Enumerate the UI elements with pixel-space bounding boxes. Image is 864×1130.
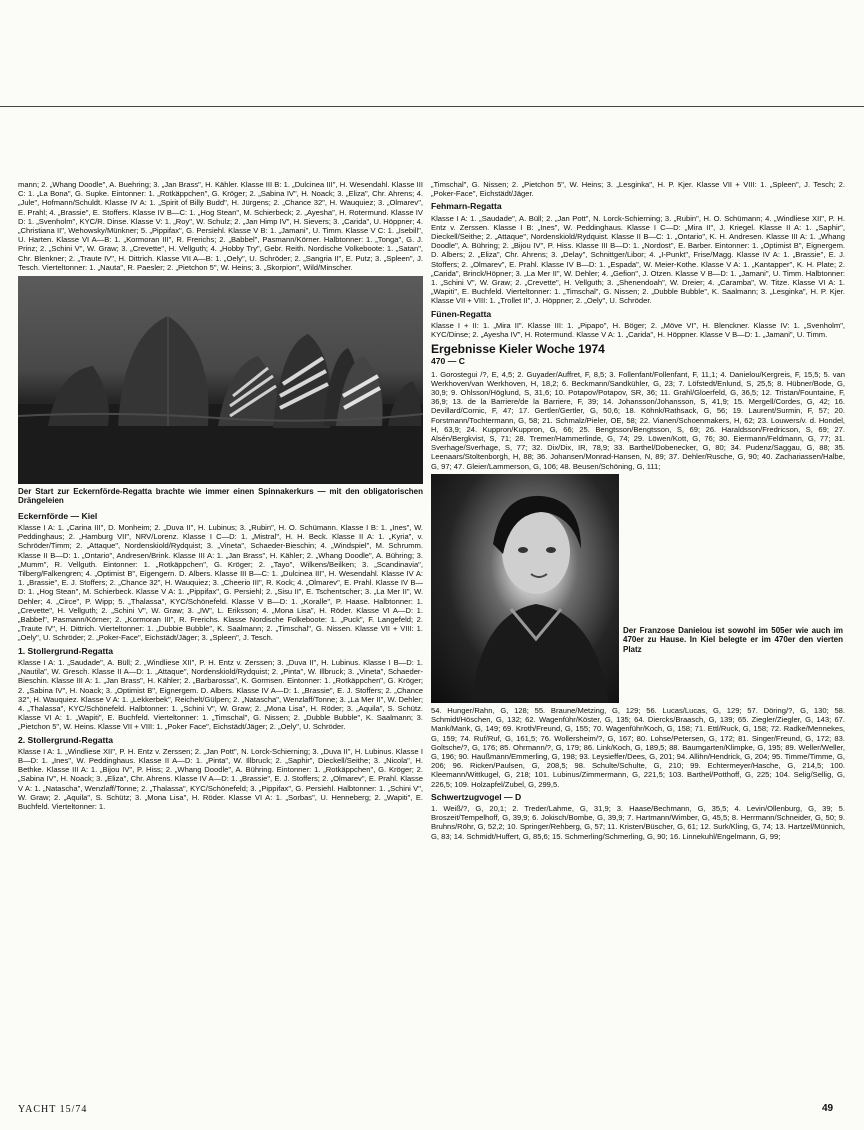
portrait-illustration bbox=[431, 474, 619, 703]
heading-ergebnisse-kieler-woche: Ergebnisse Kieler Woche 1974 bbox=[431, 342, 605, 357]
heading-stollergrund-1: 1. Stollergrund-Regatta bbox=[18, 645, 114, 656]
heading-schwertzugvogel: Schwertzugvogel — D bbox=[431, 791, 522, 802]
right-intro-paragraph: „Timschal", G. Nissen; 2. „Pietchon 5", W. Heins; 3. „Lesginka", H. P. Kjer. Klasse VII + VIII: 1. „Spleen", J. Tesch; 2. „Poker-Face", Eichstädt/Jäger. bbox=[431, 180, 845, 199]
fehmarn-results: Klasse I A: 1. „Saudade", A. Büll; 2. „Jan Pott", N. Lorck-Schierning; 3. „Rubin", H. O. Schümann; 4. „Windliese XII", P. H. Entz v. Zerssen. Klasse I B: „Ines", W. Peddinghaus. Klasse I C—D: „Mira II", J. Kriegel. Klasse II A: 1. „Saphir", Dieckell/Seithe; 2. „Attaque", Nordenskiold/Rydquist. Klasse II B—C: 1. „Ontario", K. H. Andresen. Klasse III A: 1. „Whang Doodle", A. Bühring; 2. „Bijou IV", P. Hiss. Klasse III B—D: 1. „Nordost", E. Barber. Eintonner: 1. „Optimist B", Eignergem. D. Albers; 2. „Eliza", Chr. Ahrens; 3. „Delay", Schnittger/Libor; 4. „I-Punkt", Frise/Magg. Klasse IV A: 1. „Brassie", E. J. Stoffers; 2. „Olmarev", E. Prahl. Klasse IV B—D: 1. „Espada", W. Meier-Kothe. Klasse V A: 1. „Kantapper", K. H. Plate; 2. „Carida", Brinck/Höpner; 3. „La Mer II", W. Dehler; 4. „Gefion", J. Otzen. Klasse V B—D: 1. „Jamani", U. Timm. Halbtonner: 1. „Schini V", W. Graw; 2. „Crevette", H. Vellguth; 3. „Shenendoah", W. Dreier; 4. „Caramba", W. Titze. Klasse VI A: 1. „Wapiti", E. Buchfeld. Vierteltonner: 1. „Timschal", G. Nissen; 2. „Dubble Bubble", K. Saalmann; 3. „Lesginka", H. P. Kjer. Klasse VII + VIII: 1. „Trollet II", J. Höppner; 2. „Oely", U. Schröder. bbox=[431, 213, 845, 306]
photo-caption-start: Der Start zur Eckernförde-Regatta brachte wie immer einen Spinnakerkurs — mit den obligatorischen Drängeleien bbox=[18, 487, 423, 506]
results-470: 1. Gorostegui /?, E, 4,5; 2. Guyader/Auffret, F, 8,5; 3. Follenfant/Follenfant, F, 11,1; 4. Danielou/Kergreis, F, 15,5; 5. van Werkhoven/van Werkhoven, H, 18,2; 6. Beckmann/Sandkühler, G, 23; 7. Löfstedt/Enlund, S, 25,5; 8. Hübner/Bode, G, 30,9; 9. Ohlsson/Höglund, S, 31,6; 10. Potapov/Potapov, SR, 36; 11. Grahl/Gloerfeld, G, 36,5; 12. Tristan/Fountaine, F, 36,9; 13. de la Barriere/de la Barriere, F, 39; 14. Johansson/Johansson, S, 41,9; 15. Mergell/Cordes, G, 42; 16. Devillard/Cornic, F, 47; 17. Gertler/Gertler, G, 50,6; 18. Köhnk/Rathsack, G, 56; 19. Laurent/Surmin, F, 57; 20. Forstmann/Tochtermann, G, 58; 21. Schmalz/Pieler, OE, 58; 22. Vianen/Schoenmakers, H, 62; 23. Louwers/v. d. Hondel, H, 63,9; 24. Kuppron/Kuppron, G, 66; 25. Bengtsson/Bengtsson, S, 69; 26. Haraldsson/Fredricson, S, 69; 27. Alsén/Bergkvist, S, 71; 28. Tremer/Hammerlinde, G, 74; 29. Löwen/Kott, G, 76; 30. Eiermann/Feldmann, G, 77; 31. Sverhage/Sverhage, S, 77; 32. Dix/Dix, IR, 78,9; 33. Barthel/Dobenecker, G, 80; 34. Pudenz/Saggau, G, 88; 35. Leenaars/Stoltenborgh, H, 88; 36. Johansen/Monrad-Hansen, N, 89; 37. Dehler/Rusche, G, 90; 40. Zachariassen/Halbe, G, 97; 47. Gleier/Lammerson, G, 106; 48. Beusen/Schöning, G, 111; bbox=[431, 369, 845, 471]
top-rule bbox=[0, 106, 864, 107]
page-number: 49 bbox=[822, 1103, 834, 1114]
heading-stollergrund-2: 2. Stollergrund-Regatta bbox=[18, 734, 114, 745]
sailboats-illustration bbox=[18, 276, 423, 484]
left-column bbox=[18, 180, 423, 814]
eckernfoerde-results: Klasse I A: 1. „Carina III", D. Monheim; 2. „Duva II", H. Lubinus; 3. „Rubin", H. O. Schümann. Klasse I B: 1. „Ines", W. Peddinghaus; 2. „Hamburg VII", NRV/Lorenz. Klasse I C—D: 1. „Mistral", H. H. Beck. Klasse II A: 1. „Kyria", v. Schröder/Timm; 2. „Attaque", Nordenskiold/Rydquist; 3. „Vineta", Schaeder-Bieschin; 4. „Windspiel", M. Schrumm. Klasse II B—D: 1. „Ontario", Andresen/Brink. Klasse III A: 1. „Jan Brass", H. Kähler; 2. „Whang Doodle", A. Bühring; 3. „Mumm", R. Vellguth. Eintonner: 1. „Rotkäppchen", G. Kröger; 2. „Tayo", Wilkens/Beilken; 3. „Scandinavia", Tilberg/Falkengren; 4. „Optimist B", Eigengern. D. Albers. Klasse III B—C: 1. „Dulcinea III", H. Wesendahl. Klasse IV A: 1. „Brassie", E. J. Stoffers; 2. „Chance 32", H. Wauquiez; 3. „Cheerio III", R. Kock; 4. „Olmarev", E. Prahl. Klasse IV B—D: 1. „Hog Stean", M. Schierbeck. Klasse V A: 1. „Pippifax", G. Persiehl; 2. „Sisu II", E. Tschentscher; 3. „La Mer II", W. Dehler; 4. „Circe", P. Wipp; 5. „Thalassa", KYC/Schönefeld. Klasse V B—D: 1. „Koralle", P. Haase. Halbtonner: 1. „Crevette", H. Vellguth; 2. „Schini V", W. Graw; 3. „IW", L. Eriksson; 4. „Mona Lisa", H. Röder. Klasse VI A—D: 1. „Babbel", Pasmann/Körner; 2. „Kormoran III", R. Frerichs. Klasse Nordische Folkeboote: 1. „Puck", F. Langefeld; 2. „Traute IV", H. Dittrich. Vierteltonner: 1. „Dubbie Bubble", K. Saalmann; 2. „Timschal", G. Nissen. Klasse VII + VIII: 1. „Oely", U. Schröder; 2. „Poker-Face", Eichstädt/Jäger; 3. „Spleen", J. Tesch. bbox=[18, 523, 423, 643]
heading-470-c: 470 — C bbox=[431, 356, 465, 367]
danielou-portrait-photo bbox=[431, 474, 619, 703]
fuenen-results: Klasse I + II: 1. „Mira II". Klasse III: 1. „Pipapo", H. Böger; 2. „Möve VI", H. Blenckner. Klasse IV: 1. „Svenholm", KYC/Dinse; 2. „Ayesha IV", H. Rotermund. Klasse V A: 1. „Carida", H. Höppner. Klasse V B—D: 1. „Jamani", U. Timm. bbox=[431, 320, 845, 340]
heading-fehmarn: Fehmarn-Regatta bbox=[431, 201, 502, 212]
left-intro-paragraph: mann; 2. „Whang Doodle", A. Buehring; 3. „Jan Brass", H. Kähler. Klasse III B: 1. „Dulcinea III", H. Wesendahl. Klasse III C: 1. „La Bona", G. Supke. Eintonner: 1. „Rotkäppchen", G. Kröger; 2. „Sabina IV", H. Noack; 3. „Eliza", Chr. Ahrens; 4. „Jule", Hofmann/Schuldt. Klasse IV A: 1. „Spirit of Billy Budd", H. Jürgens; 2. „Chance 32", H. Wauquiez; 3. „Olmarev", E. Prahl; 4. „Brassie", E. Stoffers. Klasse IV B—C: 1. „Hog Stean", M. Schierbeck; 2. „Ayesha", H. Rotermund. Klasse IV D: 1. „Svenholm", KYC/R. Dinse. Klasse V: 1. „Roy", W. Schulz; 2. „Jan Himp IV", H. Sievers; 3. „Carida", U. Höppner; 4. „Christiana II", Wehowsky/Münkner; 5. „Pippifax", G. Persiehl. Klasse V B: 1. „Jamani", U. Timm. Klasse V C: 1. „Isebill", U. Harten. Klasse VI A—B: 1. „Kormoran III", R. Frerichs; 2. „Babbel", Pasmann/Körner. Halbtonner: 1. „Tonga", G. J. Prinz; 2. „Schini V", W. Graw; 3. „Crevette", H. Vellguth; 4. „Hobby Try", Gebr. Reith. Nordische Volkeboote: 1. „Satan", Chr. Blenkner; 2. „Traute IV", H. Dittrich. Klasse VII A—B: 1. „Oely", U. Schröder; 2. „Sangria II", E. Putz; 3. „Spleen", J. Tesch. Vierteltonner: 1. „Nauta", R. Paesler; 2. „Pietchon 5", W. Heins; 3. „Skorpion", Wild/Minscher. bbox=[18, 180, 423, 272]
right-column bbox=[431, 180, 845, 844]
stollergrund-1-results: Klasse I A: 1. „Saudade", A. Büll; 2. „Windliese XII", P. H. Entz v. Zerssen; 3. „Duva II", H. Lubinus. Klasse I B—D: 1. „Nautila", W. Gresch. Klasse II A—D: 1. „Attaque", Nordenskiold/Rydquist; 2. „Pinta", W. Illbruck; 3. „Vineta", Schaeder-Bieschin. Klasse III A: 1. „Jan Brass", H. Kähler; 2. „Barbarossa", K. Gormsen. Eintonner: 1. „Rotkäppchen", G. Kröger; 2. „Sabina IV", H. Noack; 3. „Optimist B", Eignergem. D. Albers. Klasse IV A—D: 1. „Brassie", E. J. Stoffers; 2. „Chance 32", H. Wauquiez. Klasse V A: 1. „Lekkerbek", Reichelt/Gülpen; 2. „Natascha", Wenzlaff/Tonne; 3. „La Mer II", W. Dehler; 4. „Thalassa", KYC/Schönefeld. Halbtonner: 1. „Schini V", W. Graw; 2. „Mona Lisa", H. Röder; 3. „Aquila", S. Schütz. Klasse VI A: 1. „Wapiti", E. Buchfeld. Vierteltonner: 1. „Timschal", G. Nissen; 2. „Dubble Bubble", K. Saalmann; 3. „Pietchon 5", W. Heins. Klasse VII + VIII: 1. „Poker Face", Eichstädt/Jäger; 2. „Oely", U. Schröder. bbox=[18, 657, 423, 732]
results-470-continued: 54. Hunger/Rahn, G, 128; 55. Braune/Metzing, G, 129; 56. Lucas/Lucas, G, 129; 57. Döring/?, G, 130; 58. Schmidt/Höschen, G, 132; 62. Wagenführ/Köster, G, 135; 64. Diercks/Braasch, G, 139; 65. Ziegler/Ziegler, G, 143; 67. Mank/Mank, G, 149; 69. Kroth/Freund, G, 155; 70. Wagenführ/Koch, G, 158; 71. Ettl/Ruck, G, 158; 72. Radke/Mennekes, G, 159; 74. Ruf/Ruf, G, 161,5; 76. Wollersheim/?, G, 167; 80. Lohse/Petersen, G, 172; 81. Singer/Freund, G, 172; 83. Goltsche/?, G, 176; 85. Ohrmann/?, G, 179; 86. Link/Koch, G, 189,5; 88. Baumgarten/Klimpke, G, 195; 89. Weller/Weller, G, 196; 90. Haußmann/Emmerling, G, 198; 93. Leysieffer/Dees, G, 201; 94. Allihn/Hendrick, G, 204; 95. Timme/Timme, G, 206; 96. Ricken/Paulsen, G, 208,5; 98. Schulte/Schulte, G, 210; 99. Echtermeyer/Hasche, G, 214,5; 100. Kleemann/Wittkugel, G, 218; 101. Lubinus/Zimmermann, G, 221,5; 103. Barthel/Potthoff, G, 225; 104. Selig/Sellig, G, 226,5; 109. Holzapfel/Zubel, G, 299,5. bbox=[431, 705, 845, 789]
heading-eckernfoerde-kiel: Eckernförde — Kiel bbox=[18, 510, 98, 521]
schwertzugvogel-results: 1. Weiß/?, G, 20,1; 2. Treder/Lahme, G, 31,9; 3. Haase/Bechmann, G, 35,5; 4. Levin/Ollenburg, G, 39; 5. Broszeit/Tempelhoff, G, 39,9; 6. Jokisch/Bombe, G, 39,9; 7. Hartmann/Wimber, G, 45,5; 8. Herrmann/Schneider, G, 50; 9. Bruhns/Röhr, G, 52,2; 10. Springer/Rehberg, G, 57; 11. Kristen/Büscher, G, 61; 12. Surk/Kling, G, 74; 13. Hartzel/Münnich, G, 83; 14. Schmidt/Huffert, G, 85,6; 15. Schmerling/Schmerling, G, 90; 16. Linnekuhl/Engelmann, G, 99; bbox=[431, 803, 845, 841]
heading-fuenen: Fünen-Regatta bbox=[431, 308, 492, 319]
magazine-issue-label: YACHT 15/74 bbox=[18, 1104, 88, 1115]
spinnaker-start-photo bbox=[18, 276, 423, 484]
danielou-photo-block bbox=[431, 474, 845, 703]
photo-caption-danielou: Der Franzose Danielou ist sowohl im 505er wie auch im 470er zu Hause. In Kiel belegte er im 470er den vierten Platz bbox=[623, 625, 843, 655]
stollergrund-2-results: Klasse I A: 1. „Windliese XII", P. H. Entz v. Zerssen; 2. „Jan Pott", N. Lorck-Schierning; 3. „Duva II", H. Lubinus. Klasse I B—D: 1. „Ines", W. Peddinghaus. Klasse II A—D: 1. „Pinta", W. Illbruck; 2. „Saphir", Dieckell/Seithe; 3. „Nicola", H. Bethke. Klasse III A: 1. „Bijou IV", P. Hiss; 2. „Whang Doodle", A. Bühring. Eintonner: 1. „Rotkäppchen", G. Kröger; 2. „Sabina IV", H. Noack; 3. „Eliza", Chr. Ahrens. Klasse IV A—D: 1. „Brassie", E. J. Stoffers; 2. „Olmarev", E. Prahl. Klasse V A: 1. „Natascha", Wenzlaff/Tonne; 2. „Thalassa", KYC/Schönefeld; 3. „Pippifax", G. Persiehl. Halbtonner: 1. „Schini V", W. Graw; 2. „Aquila", S. Schütz; 3. „Mona Lisa", H. Röder. Klasse VI A: 1. „Sorbas", U. Henneberg; 2. „Wapiti", E. Buchfeld. Vierteltonner: 1. bbox=[18, 746, 423, 811]
